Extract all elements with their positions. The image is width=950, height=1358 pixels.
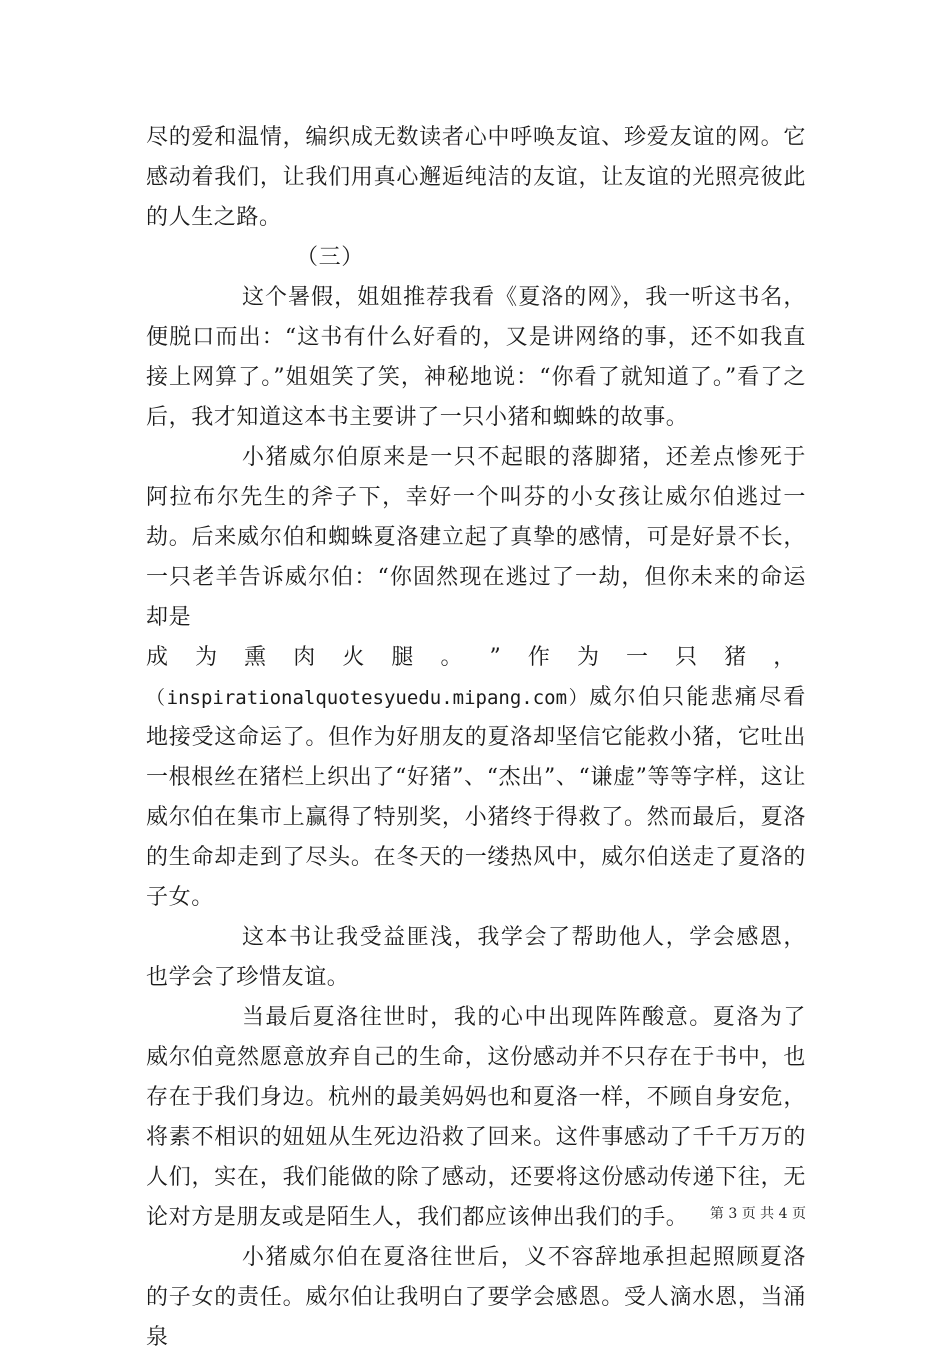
spread-char: 一 [626, 645, 649, 670]
section-heading: （三） [296, 245, 364, 270]
paragraph-1: 这个暑假，姐姐推荐我看《夏洛的网》，我一听这书名，便脱口而出：“这书有什么好看的，又是讲网络的事，还不如我直接上网算了。”姐姐笑了笑，神秘地说：“你看了就知道了。”看了之后，我才知道这本书主要讲了一只小猪和蜘蛛的故事。 [146, 285, 806, 430]
paragraph-3: 这本书让我受益匪浅，我学会了帮助他人，学会感恩，也学会了珍惜友谊。 [146, 925, 806, 990]
spread-char: 火 [342, 645, 365, 670]
spread-char: ” [489, 645, 502, 670]
inline-url: （inspirationalquotesyuedu.mipang.com） [146, 687, 590, 709]
spread-char: ， [773, 645, 796, 670]
spread-char: 成 [146, 645, 169, 670]
page-number-footer: 第 3 页 共 4 页 [709, 1206, 806, 1222]
spread-char: 只 [675, 645, 698, 670]
paragraph-5: 小猪威尔伯在夏洛往世后，义不容辞地承担起照顾夏洛的子女的责任。威尔伯让我明白了要学会感恩。受人滴水恩，当涌泉 [146, 1245, 806, 1350]
document-body [146, 118, 806, 1358]
spread-char: 为 [576, 645, 600, 670]
paragraph-2-text-a: 小猪威尔伯原来是一只不起眼的落脚猪，还差点惨死于阿拉布尔先生的斧子下，幸好一个叫芬的小女孩让威尔伯逃过一劫。后来威尔伯和蜘蛛夏洛建立起了真挚的感情，可是好景不长，一只老羊告诉威尔伯：“你固然现在逃过了一劫，但你未来的命运却是 [146, 445, 806, 630]
paragraph-2-spread-line [146, 638, 806, 678]
paragraph-4: 当最后夏洛往世时，我的心中出现阵阵酸意。夏洛为了威尔伯竟然愿意放弃自己的生命，这份感动并不只存在于书中，也存在于我们身边。杭州的最美妈妈也和夏洛一样，不顾自身安危，将素不相识的妞妞从生死边沿救了回来。这件事感动了千千万万的人们，实在，我们能做的除了感动，还要将这份感动传递下往，无论对方是朋友或是陌生人，我们都应该伸出我们的手。 [146, 1005, 806, 1230]
spread-char: 为 [195, 645, 218, 670]
paragraph-continuation: 尽的爱和温情，编织成无数读者心中呼唤友谊、珍爱友谊的网。它感动着我们，让我们用真心邂逅纯洁的友谊，让友谊的光照亮彼此的人生之路。 [146, 125, 806, 230]
spread-char: 腿 [391, 645, 414, 670]
paragraph-2 [146, 438, 806, 638]
paragraph-2-continued [146, 678, 806, 918]
paragraph-2-text-b: 威尔伯只能悲痛尽看地接受这命运了。但作为好朋友的夏洛却坚信它能救小猪，它吐出一根根丝在猪栏上织出了“好猪”、“杰出”、“谦虚”等等字样，这让威尔伯在集市上赢得了特别奖，小猪终于得救了。然而最后，夏洛的生命却走到了尽头。在冬天的一缕热风中，威尔伯送走了夏洛的子女。 [146, 685, 806, 910]
spread-char: 肉 [293, 645, 316, 670]
spread-char: 熏 [244, 645, 267, 670]
spread-char: 。 [440, 645, 464, 670]
spread-char: 猪 [724, 645, 747, 670]
spread-char: 作 [527, 645, 551, 670]
